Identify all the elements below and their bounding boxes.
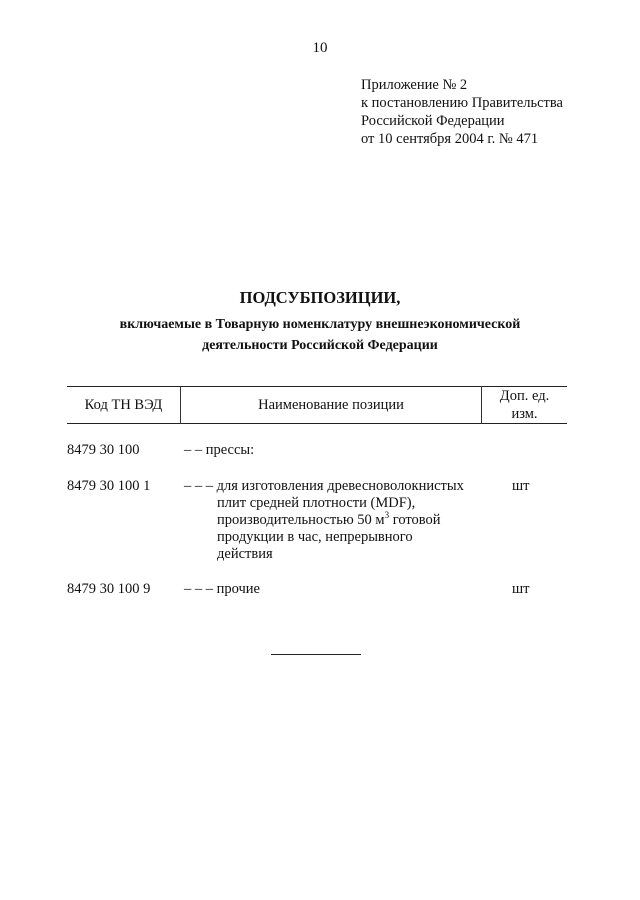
appendix-line-4: от 10 сентября 2004 г. № 471 <box>361 131 539 147</box>
header-unit <box>482 387 567 423</box>
header-code: Код ТН ВЭД <box>84 397 163 413</box>
row-2-unit: шт <box>512 478 530 494</box>
row-3-unit: шт <box>512 581 530 597</box>
header-name: Наименование позиции <box>258 397 404 413</box>
page-number: 10 <box>312 40 328 56</box>
subtitle-line-1: включаемые в Товарную номенклатуру внешнеэкономической <box>119 317 521 332</box>
row-1-code: 8479 30 100 <box>67 442 140 458</box>
row-3-code: 8479 30 100 9 <box>67 581 151 597</box>
row-3-name <box>184 581 260 598</box>
row-2-name-line-3 <box>184 512 464 529</box>
row-2-name-line-5: действия <box>217 546 273 562</box>
header-unit-line-2: изм. <box>511 406 538 422</box>
subtitle-line-2: деятельности Российской Федерации <box>202 338 438 353</box>
table-header-rule <box>67 423 567 424</box>
row-2-name-line-1: – – – для изготовления древесноволокнистых <box>184 478 464 494</box>
row-2-code: 8479 30 100 1 <box>67 478 151 494</box>
row-2-name-line-3-tail: готовой <box>392 512 441 528</box>
row-2-name-line-4: продукции в час, непрерывного <box>217 529 413 545</box>
superscript-cubic: 3 <box>384 510 390 520</box>
appendix-line-3: Российской Федерации <box>361 113 505 129</box>
document-subtitle <box>0 314 640 356</box>
appendix-reference <box>361 76 563 148</box>
row-3-name-line-1: – – – прочие <box>184 581 260 597</box>
appendix-line-2: к постановлению Правительства <box>361 95 563 111</box>
row-1-name-line-1: – – прессы: <box>184 442 255 458</box>
row-2-name-line-2: плит средней плотности (MDF), <box>217 495 416 511</box>
row-1-name <box>184 442 254 459</box>
closing-divider <box>271 654 361 655</box>
header-unit-line-1: Доп. ед. <box>499 388 550 404</box>
row-2-name <box>184 478 464 563</box>
document-title: ПОДСУБПОЗИЦИИ, <box>239 288 401 307</box>
row-2-name-line-3-text: производительностью 50 м <box>217 512 385 528</box>
appendix-line-1: Приложение № 2 <box>361 77 468 93</box>
